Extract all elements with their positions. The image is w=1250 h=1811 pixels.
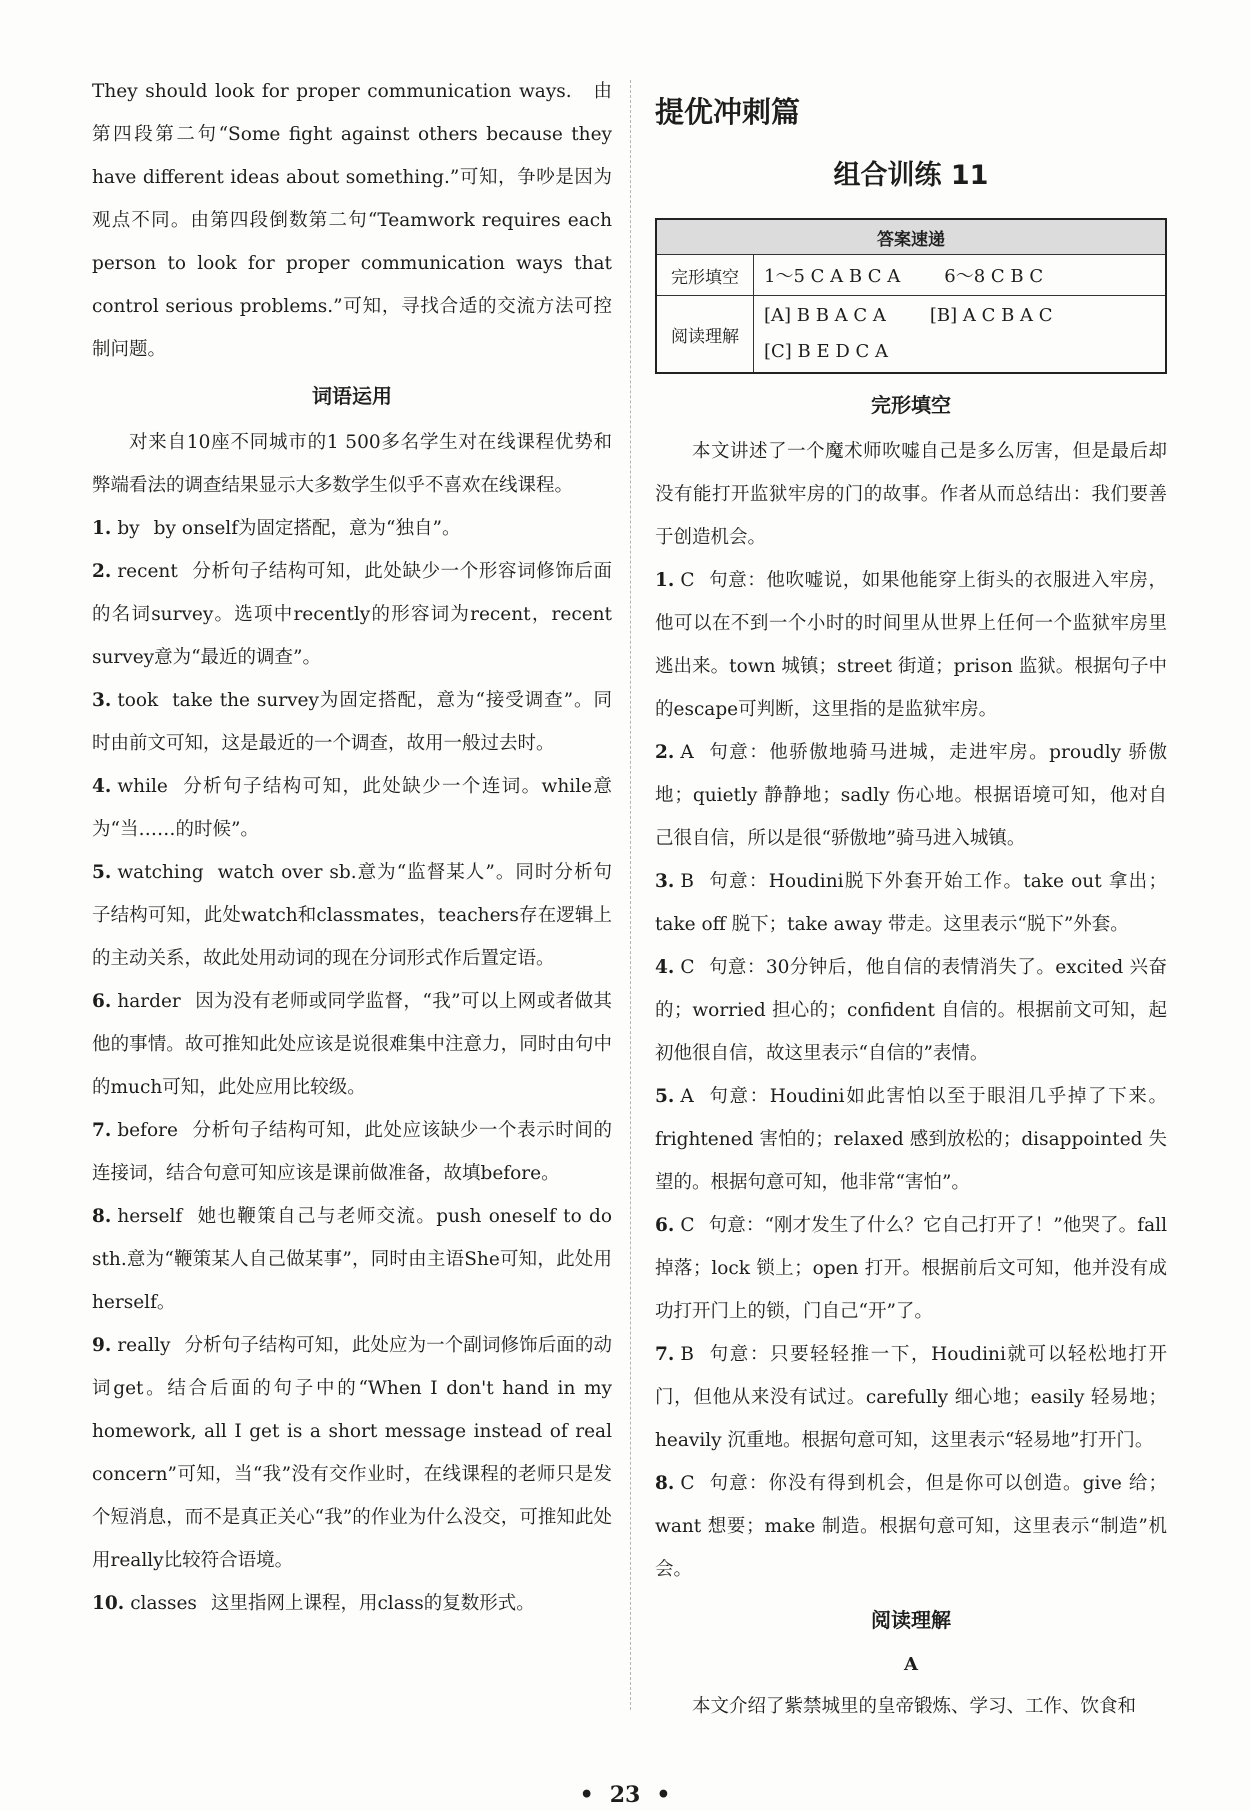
- word-use-item-explanation: 分析句子结构可知，此处缺少一个形容词修饰后面的名词survey。选项中recently的形容词为recent，recent survey意为“最近的调查”。: [92, 561, 612, 668]
- answer-row-label-reading: 阅读理解: [656, 296, 754, 374]
- cloze-item: [655, 1333, 1167, 1462]
- word-use-item-number: 3.: [92, 690, 112, 711]
- cloze-item: [655, 946, 1167, 1075]
- cloze-item-number: 2.: [655, 742, 675, 763]
- cloze-item: [655, 1075, 1167, 1204]
- cloze-item-answer: C: [680, 957, 695, 978]
- answer-cloze-part1: 1～5 C A B C A: [764, 266, 901, 287]
- word-use-item-number: 6.: [92, 991, 112, 1012]
- word-use-item-explanation: 分析句子结构可知，此处应为一个副词修饰后面的动词get。结合后面的句子中的“When I don't hand in my homework, all I get is a short message instead of real concern”可知，当“我”没有交作业时，在线课程的老师只是发个短消息，而不是真正关心“我”的作业为什么没交，可推知此处用really比较符合语境。: [92, 1335, 612, 1571]
- word-use-item-answer: recent: [117, 561, 178, 582]
- cloze-summary: 本文讲述了一个魔术师吹嘘自己是多么厉害，但是最后却没有能打开监狱牢房的门的故事。作者从而总结出：我们要善于创造机会。: [655, 441, 1167, 548]
- word-use-item-number: 9.: [92, 1335, 112, 1356]
- word-use-item-explanation: watch over sb.意为“监督某人”。同时分析句子结构可知，此处watch和classmates，teachers存在逻辑上的主动关系，故此处用动词的现在分词形式作后置定语。: [92, 862, 612, 969]
- cloze-item-explanation: 句意：他吹嘘说，如果他能穿上街头的衣服进入牢房，他可以在不到一个小时的时间里从世界上任何一个监狱牢房里逃出来。town 城镇；street 街道；prison 监狱。根据句子中的escape可判断，这里指的是监狱牢房。: [655, 570, 1167, 720]
- cloze-item-explanation: 句意：Houdini如此害怕以至于眼泪几乎掉了下来。frightened 害怕的；relaxed 感到放松的；disappointed 失望的。根据句意可知，他非常“害怕”。: [655, 1086, 1167, 1193]
- cloze-item-explanation: 句意：只要轻轻推一下，Houdini就可以轻松地打开门，但他从来没有试过。carefully 细心地；easily 轻易地；heavily 沉重地。根据句意可知，这里表示“轻易地”打开门。: [655, 1344, 1167, 1451]
- word-use-item-answer: really: [117, 1335, 171, 1356]
- cloze-item: [655, 1462, 1167, 1591]
- summary-paragraph: 对来自10座不同城市的1 500多名学生对在线课程优势和弊端看法的调查结果显示大多数学生似乎不喜欢在线课程。: [92, 432, 612, 496]
- word-use-item-answer: harder: [117, 991, 181, 1012]
- reading-a-label: A: [904, 1654, 918, 1675]
- right-column: [655, 70, 1167, 1728]
- cloze-item-answer: A: [680, 742, 694, 763]
- answer-row-reading: [754, 296, 1167, 374]
- word-use-item: [92, 1195, 612, 1324]
- answer-reading-c: [C] B E D C A: [764, 341, 888, 362]
- word-use-item-answer: watching: [117, 862, 204, 883]
- cloze-item-explanation: 句意：30分钟后，他自信的表情消失了。excited 兴奋的；worried 担心的；confident 自信的。根据前文可知，起初他很自信，故这里表示“自信的”表情。: [655, 957, 1167, 1064]
- section-title-reading: 阅读理解: [871, 1608, 951, 1632]
- part-title: 提优冲刺篇: [655, 95, 801, 129]
- answer-table: [655, 218, 1167, 374]
- word-use-item: [92, 765, 612, 851]
- cloze-item: [655, 860, 1167, 946]
- cloze-item-number: 7.: [655, 1344, 675, 1365]
- cloze-item-answer: B: [680, 1344, 694, 1365]
- cloze-item-answer: A: [680, 1086, 694, 1107]
- word-use-item: [92, 550, 612, 679]
- word-use-item-number: 5.: [92, 862, 112, 883]
- intro-paragraph: They should look for proper communication ways. 由第四段第二句“Some fight against others because they have different ideas about something.”可知，争吵是因为观点不同。由第四段倒数第二句“Teamwork requires each person to look for proper communication ways that control serious problems.”可知，寻找合适的交流方法可控制问题。: [92, 81, 612, 360]
- cloze-item-answer: B: [680, 871, 694, 892]
- cloze-item-explanation: 句意：“刚才发生了什么？它自己打开了！”他哭了。fall 掉落；lock 锁上；open 打开。根据前后文可知，他并没有成功打开门上的锁，门自己“开”了。: [655, 1215, 1167, 1322]
- word-use-item-answer: classes: [130, 1593, 197, 1614]
- word-use-item-explanation: by onself为固定搭配，意为“独自”。: [153, 518, 461, 539]
- word-use-item-answer: while: [117, 776, 168, 797]
- answer-reading-a: [A] B B A C A: [764, 305, 886, 326]
- word-use-item-explanation: 因为没有老师或同学监督，“我”可以上网或者做其他的事情。故可推知此处应该是说很难集中注意力，同时由句中的much可知，此处应用比较级。: [92, 991, 612, 1098]
- word-use-item-explanation: take the survey为固定搭配，意为“接受调查”。同时由前文可知，这是最近的一个调查，故用一般过去时。: [92, 690, 612, 754]
- word-use-items: [92, 507, 612, 1625]
- left-column: [92, 70, 612, 1625]
- word-use-item-number: 7.: [92, 1120, 112, 1141]
- word-use-item-number: 1.: [92, 518, 112, 539]
- word-use-item-number: 4.: [92, 776, 112, 797]
- cloze-item: [655, 1204, 1167, 1333]
- cloze-item-answer: C: [680, 1473, 695, 1494]
- unit-title: 组合训练 11: [833, 160, 989, 191]
- word-use-item-answer: before: [117, 1120, 178, 1141]
- word-use-item: [92, 507, 612, 550]
- word-use-item-answer: took: [117, 690, 159, 711]
- column-divider: [630, 80, 631, 1710]
- cloze-item-number: 4.: [655, 957, 675, 978]
- page-number: • 23 •: [579, 1782, 671, 1808]
- word-use-item-number: 8.: [92, 1206, 112, 1227]
- word-use-item-explanation: 她也鞭策自己与老师交流。push oneself to do sth.意为“鞭策某人自己做某事”，同时由主语She可知，此处用herself。: [92, 1206, 612, 1313]
- word-use-item-number: 10.: [92, 1593, 125, 1614]
- cloze-items: [655, 559, 1167, 1591]
- cloze-item: [655, 559, 1167, 731]
- cloze-item-number: 3.: [655, 871, 675, 892]
- word-use-item: [92, 980, 612, 1109]
- cloze-item-number: 1.: [655, 570, 675, 591]
- cloze-item-explanation: 句意：他骄傲地骑马进城，走进牢房。proudly 骄傲地；quietly 静静地；sadly 伤心地。根据语境可知，他对自己很自信，所以是很“骄傲地”骑马进入城镇。: [655, 742, 1167, 849]
- word-use-item: [92, 1582, 612, 1625]
- answer-reading-b: [B] A C B A C: [929, 305, 1053, 326]
- word-use-item-explanation: 分析句子结构可知，此处缺少一个连词。while意为“当……的时候”。: [92, 776, 612, 840]
- cloze-item-answer: C: [680, 570, 695, 591]
- section-title-cloze: 完形填空: [871, 393, 951, 417]
- cloze-item-number: 5.: [655, 1086, 675, 1107]
- word-use-item-explanation: 分析句子结构可知，此处应该缺少一个表示时间的连接词，结合句意可知应该是课前做准备，故填before。: [92, 1120, 612, 1184]
- word-use-item-explanation: 这里指网上课程，用class的复数形式。: [210, 1593, 535, 1614]
- answer-row-label-cloze: 完形填空: [656, 255, 754, 296]
- word-use-item: [92, 1324, 612, 1582]
- answer-row-cloze: [754, 255, 1167, 296]
- word-use-item-number: 2.: [92, 561, 112, 582]
- answer-table-header: 答案速递: [656, 219, 1166, 255]
- answer-cloze-part2: 6～8 C B C: [944, 266, 1044, 287]
- word-use-item: [92, 851, 612, 980]
- cloze-item-answer: C: [680, 1215, 695, 1236]
- cloze-item: [655, 731, 1167, 860]
- cloze-item-number: 8.: [655, 1473, 675, 1494]
- cloze-item-number: 6.: [655, 1215, 675, 1236]
- word-use-item: [92, 1109, 612, 1195]
- word-use-item: [92, 679, 612, 765]
- word-use-item-answer: herself: [117, 1206, 183, 1227]
- cloze-item-explanation: 句意：你没有得到机会，但是你可以创造。give 给；want 想要；make 制造。根据句意可知，这里表示“制造”机会。: [655, 1473, 1167, 1580]
- reading-a-summary: 本文介绍了紫禁城里的皇帝锻炼、学习、工作、饮食和: [692, 1696, 1137, 1717]
- section-title-word-use: 词语运用: [312, 384, 392, 408]
- word-use-item-answer: by: [117, 518, 140, 539]
- cloze-item-explanation: 句意：Houdini脱下外套开始工作。take out 拿出；take off 脱下；take away 带走。这里表示“脱下”外套。: [655, 871, 1167, 935]
